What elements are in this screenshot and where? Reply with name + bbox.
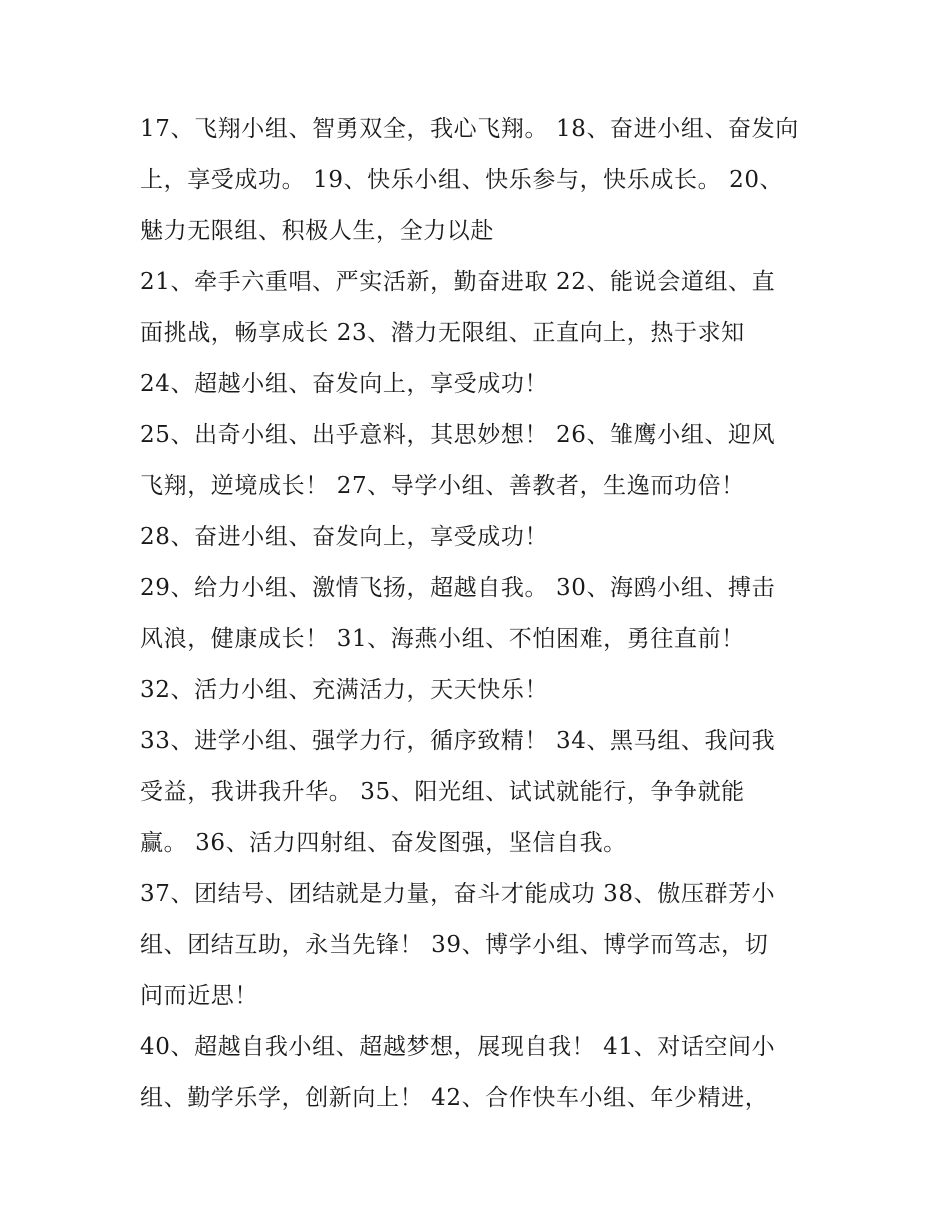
text-line: 33、进学小组、强学力行，循序致精！ 34、黑马组、我问我 [140,728,776,754]
paragraph [140,716,820,869]
text-line: 组、团结互助，永当先锋！ 39、博学小组、博学而笃志，切 [140,932,769,958]
text-line: 21、牵手六重唱、严实活新，勤奋进取 22、能说会道组、直 [140,269,776,295]
paragraph [140,512,820,563]
text-line: 29、给力小组、激情飞扬，超越自我。 30、海鸥小组、搏击 [140,575,776,601]
paragraph [140,257,820,359]
text-line: 32、活力小组、充满活力，天天快乐！ [140,677,549,703]
paragraph [140,104,820,257]
text-line: 魅力无限组、积极人生，全力以赴 [140,218,494,244]
text-line: 面挑战，畅享成长 23、潜力无限组、正直向上，热于求知 [140,320,745,346]
text-line: 40、超越自我小组、超越梦想，展现自我！ 41、对话空间小 [140,1034,776,1060]
text-line: 组、勤学乐学，创新向上！ 42、合作快车小组、年少精进， [140,1085,769,1111]
text-line: 17、飞翔小组、智勇双全，我心飞翔。 18、奋进小组、奋发向 [140,116,799,142]
paragraph [140,665,820,716]
text-line: 受益，我讲我升华。 35、阳光组、试试就能行，争争就能 [140,779,745,805]
paragraph [140,1022,820,1124]
text-line: 28、奋进小组、奋发向上，享受成功！ [140,524,549,550]
text-line: 飞翔，逆境成长！ 27、导学小组、善教者，生逸而功倍！ [140,473,745,499]
paragraph [140,410,820,512]
text-line: 风浪，健康成长！ 31、海燕小组、不怕困难，勇往直前！ [140,626,745,652]
document-body [140,104,820,1124]
text-line: 37、团结号、团结就是力量，奋斗才能成功 38、傲压群芳小 [140,881,776,907]
text-line: 25、出奇小组、出乎意料，其思妙想！ 26、雏鹰小组、迎风 [140,422,776,448]
paragraph [140,359,820,410]
paragraph [140,869,820,1022]
text-line: 赢。 36、活力四射组、奋发图强，坚信自我。 [140,830,627,856]
text-line: 24、超越小组、奋发向上，享受成功！ [140,371,549,397]
paragraph [140,563,820,665]
text-line: 问而近思！ [140,983,258,1009]
text-line: 上，享受成功。 19、快乐小组、快乐参与，快乐成长。 20、 [140,167,784,193]
